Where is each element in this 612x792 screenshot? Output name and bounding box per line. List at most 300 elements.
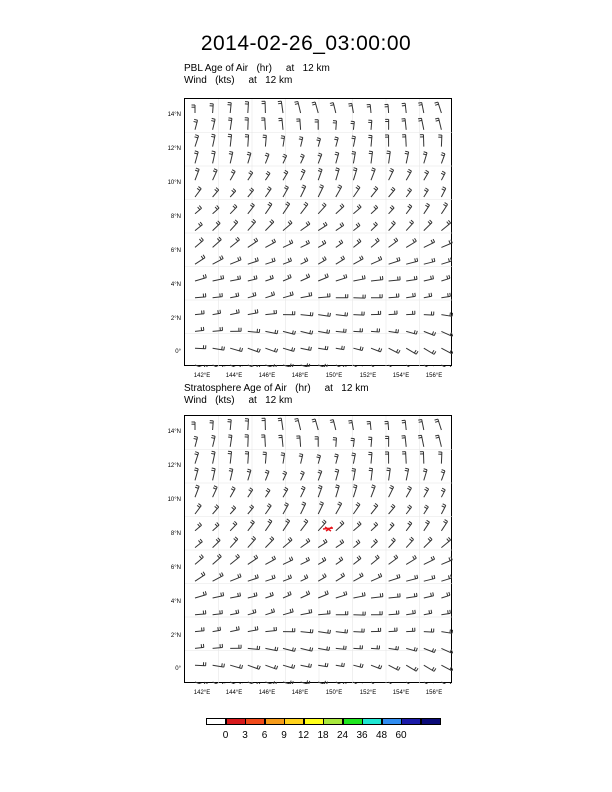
wind-barb — [301, 502, 306, 514]
wind-barb — [281, 453, 285, 464]
wind-barb — [213, 275, 224, 281]
wind-barb — [228, 419, 232, 430]
wind-barb — [299, 454, 303, 464]
colorbar-swatch — [421, 718, 441, 725]
wind-barb — [261, 118, 265, 130]
wind-barb — [318, 610, 330, 615]
wind-barb — [385, 135, 389, 147]
wind-barb — [371, 539, 377, 548]
wind-barb — [315, 120, 319, 130]
wind-barb — [301, 274, 310, 281]
wind-barb — [318, 663, 328, 667]
wind-barb — [441, 682, 452, 684]
wind-barb — [353, 540, 360, 548]
wind-barb — [371, 311, 381, 315]
wind-barb — [385, 119, 389, 129]
wind-barb — [213, 572, 224, 581]
wind-barb — [265, 519, 271, 530]
wind-barb — [371, 205, 378, 214]
lat-tick-label: 2°N — [170, 633, 181, 639]
wind-barb — [406, 682, 418, 684]
wind-barb — [265, 647, 277, 651]
wind-barb — [371, 348, 382, 352]
wind-barb — [312, 102, 318, 113]
wind-barb — [389, 348, 400, 353]
wind-barb — [423, 152, 427, 164]
wind-barb — [265, 537, 273, 548]
lon-tick-label: 156°E — [425, 690, 443, 696]
wind-barb — [424, 220, 432, 231]
wind-barb — [405, 151, 409, 163]
wind-barb — [248, 257, 259, 264]
colorbar-label: 48 — [375, 730, 388, 741]
wind-barb — [353, 223, 360, 231]
wind-barb — [389, 555, 398, 565]
wind-barb — [265, 556, 275, 565]
lon-tick-label: 144°E — [225, 373, 243, 379]
wind-barb — [353, 592, 365, 598]
wind-barb — [389, 257, 400, 264]
wind-barb — [371, 186, 378, 197]
wind-barb — [385, 104, 389, 113]
wind-barb — [230, 610, 239, 615]
colorbar-swatch — [226, 718, 246, 725]
wind-barb — [195, 610, 206, 614]
wind-barb — [194, 151, 198, 163]
wind-barb — [369, 151, 373, 163]
wind-barb — [336, 591, 347, 598]
wind-barb — [263, 135, 267, 146]
wind-barb — [283, 608, 293, 614]
wind-barb — [213, 205, 219, 213]
wind-barb — [245, 118, 249, 130]
wind-barb — [229, 468, 233, 480]
wind-barb — [441, 293, 450, 298]
wind-barb — [230, 276, 240, 281]
wind-barb — [371, 611, 382, 615]
wind-barb — [336, 346, 345, 350]
wind-barb — [283, 154, 287, 163]
wind-barb — [265, 239, 275, 248]
wind-barb — [336, 240, 343, 248]
wind-barb — [265, 348, 277, 352]
wind-barb — [195, 222, 202, 231]
wind-barb — [424, 365, 436, 367]
wind-barb — [211, 468, 215, 480]
wind-barb — [441, 220, 450, 230]
wind-barb — [301, 591, 310, 598]
wind-barb — [336, 222, 344, 230]
wind-barb — [435, 419, 442, 430]
wind-barb — [424, 520, 430, 531]
wind-barb — [195, 345, 206, 349]
wind-barb — [213, 592, 224, 598]
wind-barb — [210, 104, 214, 113]
colorbar-label: 60 — [395, 730, 407, 741]
wind-barb — [369, 468, 373, 480]
wind-barb — [402, 436, 407, 447]
colorbar-label: 6 — [261, 730, 268, 741]
wind-barb — [301, 221, 310, 230]
wind-barb — [441, 537, 450, 547]
wind-barb — [368, 452, 372, 463]
wind-barb — [424, 628, 434, 632]
wind-barb — [441, 648, 453, 653]
wind-barb — [263, 452, 267, 463]
wind-barb — [336, 329, 346, 333]
wind-barb — [265, 488, 270, 497]
wind-barb — [228, 435, 232, 447]
wind-barb — [213, 310, 221, 315]
wind-barb — [211, 118, 215, 129]
wind-barb — [194, 436, 198, 446]
wind-barb — [265, 575, 275, 581]
wind-barb — [265, 292, 274, 298]
wind-barb — [424, 203, 430, 214]
wind-barb — [336, 663, 345, 667]
wind-barb — [230, 257, 241, 265]
wind-barb — [367, 104, 371, 113]
lon-tick-label: 148°E — [291, 690, 309, 696]
wind-barb — [318, 240, 326, 247]
wind-barb — [230, 204, 237, 213]
colorbar-swatch — [382, 718, 402, 725]
wind-barb — [213, 327, 223, 331]
colorbar-label: 9 — [281, 730, 287, 741]
wind-barb — [283, 364, 293, 367]
colorbar-label: 36 — [356, 730, 368, 741]
wind-barb — [300, 154, 304, 163]
wind-barb — [424, 682, 436, 684]
wind-barb — [387, 468, 391, 480]
wind-barb — [336, 557, 343, 565]
wind-barb — [213, 486, 218, 497]
wind-barb — [353, 682, 364, 684]
wind-barb — [389, 485, 394, 497]
wind-barb — [228, 451, 232, 463]
wind-barb — [265, 187, 271, 197]
wind-barb — [330, 420, 336, 430]
wind-barb — [195, 572, 205, 581]
wind-barb — [265, 364, 276, 367]
wind-barb — [195, 365, 207, 367]
wind-barb — [371, 665, 382, 669]
map-panel-stratosphere — [184, 415, 452, 683]
wind-barb — [262, 101, 266, 113]
wind-barb — [301, 680, 310, 684]
wind-barb — [301, 312, 313, 316]
wind-barb — [371, 294, 382, 298]
wind-barb — [245, 135, 249, 147]
colorbar-label: 24 — [336, 730, 349, 741]
wind-barb — [389, 168, 394, 180]
wind-barb — [296, 119, 300, 130]
wind-barb — [406, 555, 416, 564]
wind-barb — [194, 468, 198, 480]
wind-barb — [265, 153, 269, 163]
wind-barb — [335, 152, 339, 163]
wind-barb — [248, 574, 259, 581]
lat-tick-label: 8°N — [170, 531, 181, 537]
wind-barb — [213, 538, 221, 548]
wind-barb — [418, 102, 424, 113]
wind-barb — [441, 470, 445, 481]
wind-barb — [213, 610, 223, 615]
wind-barb — [441, 331, 453, 336]
wind-barb — [406, 628, 415, 632]
wind-barb — [213, 627, 221, 632]
wind-barb — [194, 119, 198, 129]
lat-tick-label: 4°N — [170, 282, 181, 288]
wind-barb — [278, 435, 283, 447]
wind-barb — [213, 505, 219, 514]
wind-barb — [195, 168, 199, 180]
wind-barb — [406, 188, 411, 197]
wind-barb — [441, 275, 449, 281]
wind-barb — [368, 437, 372, 447]
wind-barb — [195, 523, 202, 531]
wind-barb — [248, 275, 257, 281]
wind-barb — [353, 168, 357, 180]
wind-barb — [278, 418, 283, 430]
wind-barb — [317, 455, 321, 464]
lat-tick-label: 14°N — [167, 429, 181, 435]
wind-barb — [230, 328, 241, 332]
lat-tick-label: 12°N — [167, 146, 181, 152]
wind-barb — [352, 136, 356, 147]
plot-title: 2014-02-26_03:00:00 — [200, 32, 412, 55]
wind-barb — [211, 451, 215, 463]
age-of-air-contour — [323, 527, 333, 531]
colorbar-swatch — [284, 718, 304, 725]
wind-barb — [435, 102, 442, 113]
wind-barb — [336, 274, 347, 281]
wind-barb — [213, 169, 218, 180]
wind-barb — [248, 520, 255, 531]
wind-barb — [265, 171, 270, 180]
wind-barb — [424, 311, 434, 315]
wind-barb — [406, 348, 418, 354]
wind-barb — [265, 202, 271, 213]
wind-barb — [248, 203, 255, 214]
wind-barb — [406, 505, 411, 514]
colorbar-swatch — [362, 718, 382, 725]
colorbar-swatch — [206, 718, 226, 725]
wind-barb — [424, 275, 434, 281]
wind-barb — [441, 610, 450, 615]
wind-barb — [318, 470, 322, 480]
wind-barb — [336, 521, 344, 531]
wind-barb — [420, 452, 424, 464]
wind-barb — [195, 452, 199, 464]
wind-barb — [230, 626, 239, 631]
wind-barb — [195, 327, 204, 331]
wind-barb — [424, 505, 429, 514]
wind-barb — [195, 187, 201, 197]
wind-barb — [406, 575, 418, 581]
wind-barb — [334, 137, 338, 147]
wind-barb — [441, 488, 445, 497]
wind-barb — [248, 592, 257, 598]
wind-barb — [301, 202, 308, 214]
wind-barb — [301, 185, 306, 197]
wind-barb — [278, 118, 283, 130]
wind-barb — [318, 591, 328, 598]
wind-barb — [228, 118, 232, 130]
wind-barb — [318, 539, 327, 548]
wind-barb — [230, 189, 236, 197]
wind-barb — [301, 240, 310, 247]
wind-barb — [195, 504, 201, 514]
wind-barb — [294, 101, 300, 113]
colorbar-label: 12 — [297, 730, 310, 741]
lon-tick-label: 148°E — [291, 373, 309, 379]
wind-barb — [230, 537, 238, 548]
wind-barb — [265, 310, 276, 315]
wind-barb — [402, 452, 406, 464]
wind-barb — [371, 276, 383, 281]
wind-barb — [230, 682, 242, 684]
lon-tick-label: 154°E — [392, 373, 410, 379]
wind-barb — [247, 469, 251, 480]
wind-barb — [315, 437, 319, 447]
wind-barb — [318, 257, 326, 265]
wind-barb — [336, 185, 342, 197]
lon-tick-label: 154°E — [392, 690, 410, 696]
wind-barb — [389, 523, 394, 531]
wind-barb — [371, 328, 380, 332]
wind-barb — [245, 102, 249, 113]
wind-barb — [213, 188, 219, 197]
wind-barb — [283, 591, 291, 598]
wind-barb — [336, 256, 345, 264]
wind-barb — [441, 187, 445, 197]
wind-barb — [336, 573, 345, 581]
wind-barb — [294, 418, 300, 430]
colorbar-label: 18 — [317, 730, 329, 741]
wind-barb — [318, 222, 327, 231]
lat-tick-label: 0° — [175, 349, 181, 355]
wind-barb — [318, 293, 330, 298]
wind-barb — [353, 573, 363, 582]
wind-barb — [424, 537, 432, 548]
wind-barb — [248, 646, 260, 650]
wind-barb — [435, 435, 441, 447]
wind-barb — [441, 313, 452, 317]
lon-tick-label: 142°E — [193, 373, 211, 379]
wind-barb — [301, 575, 308, 582]
wind-barb — [318, 485, 322, 497]
wind-barb — [333, 438, 337, 447]
wind-barb — [283, 519, 290, 531]
lat-tick-label: 10°N — [167, 497, 181, 503]
wind-barb — [301, 363, 310, 367]
wind-barb — [248, 626, 258, 631]
wind-barb — [424, 293, 432, 298]
wind-barb — [301, 664, 312, 668]
wind-barb — [211, 134, 215, 146]
wind-barb — [248, 188, 254, 197]
wind-barb-field — [185, 416, 453, 684]
wind-barb — [336, 365, 346, 367]
wind-barb — [336, 646, 346, 650]
wind-barb — [335, 485, 339, 497]
wind-barb — [230, 664, 242, 668]
wind-barb — [265, 592, 273, 598]
wind-barb — [406, 593, 417, 598]
wind-barb — [248, 365, 260, 367]
wind-barb — [438, 452, 442, 464]
wind-barb — [230, 220, 238, 231]
wind-barb — [300, 471, 304, 480]
wind-barb — [406, 537, 413, 547]
wind-barb — [424, 188, 429, 197]
wind-barb — [371, 222, 377, 231]
wind-barb — [211, 151, 215, 163]
wind-barb — [283, 258, 292, 265]
wind-barb — [424, 239, 435, 247]
wind-barb — [424, 610, 432, 615]
colorbar-label: 0 — [222, 730, 229, 741]
wind-barb — [195, 644, 204, 648]
lon-tick-label: 156°E — [425, 373, 443, 379]
wind-barb — [283, 471, 287, 480]
wind-barb — [192, 422, 196, 430]
wind-barb — [353, 521, 361, 530]
panel-2-title-line2: Wind (kts) at 12 km — [184, 395, 293, 406]
wind-barb — [296, 436, 300, 447]
wind-barb — [353, 347, 363, 351]
wind-barb — [318, 574, 326, 582]
wind-barb — [420, 135, 424, 147]
wind-barb — [418, 118, 424, 130]
lon-tick-label: 142°E — [193, 690, 211, 696]
wind-barb — [283, 240, 293, 248]
wind-barb — [353, 239, 361, 248]
wind-barb — [424, 348, 436, 354]
wind-barb — [195, 135, 199, 147]
wind-barb — [371, 365, 382, 367]
wind-barb — [406, 293, 415, 298]
lat-tick-label: 4°N — [170, 599, 181, 605]
wind-barb — [195, 627, 204, 631]
wind-barb — [230, 487, 235, 497]
wind-barb — [230, 645, 241, 649]
wind-barb — [336, 502, 342, 514]
wind-barb — [283, 274, 291, 281]
wind-barb — [210, 421, 214, 430]
wind-barb — [368, 120, 372, 130]
wind-barb — [441, 365, 452, 367]
wind-barb — [402, 119, 407, 130]
map-panel-pbl — [184, 98, 452, 366]
wind-barb — [389, 574, 400, 581]
wind-barb — [318, 557, 326, 564]
wind-barb — [195, 274, 206, 281]
wind-barb — [371, 593, 383, 598]
wind-barb — [424, 556, 435, 564]
wind-barb — [265, 258, 275, 264]
wind-barb — [406, 521, 412, 530]
wind-barb — [371, 485, 375, 497]
lat-tick-label: 2°N — [170, 316, 181, 322]
wind-barb — [367, 421, 371, 430]
wind-barb — [387, 151, 391, 163]
wind-barb — [283, 347, 295, 351]
wind-barb — [278, 101, 283, 113]
wind-barb — [336, 539, 344, 547]
lon-tick-label: 150°E — [325, 373, 343, 379]
